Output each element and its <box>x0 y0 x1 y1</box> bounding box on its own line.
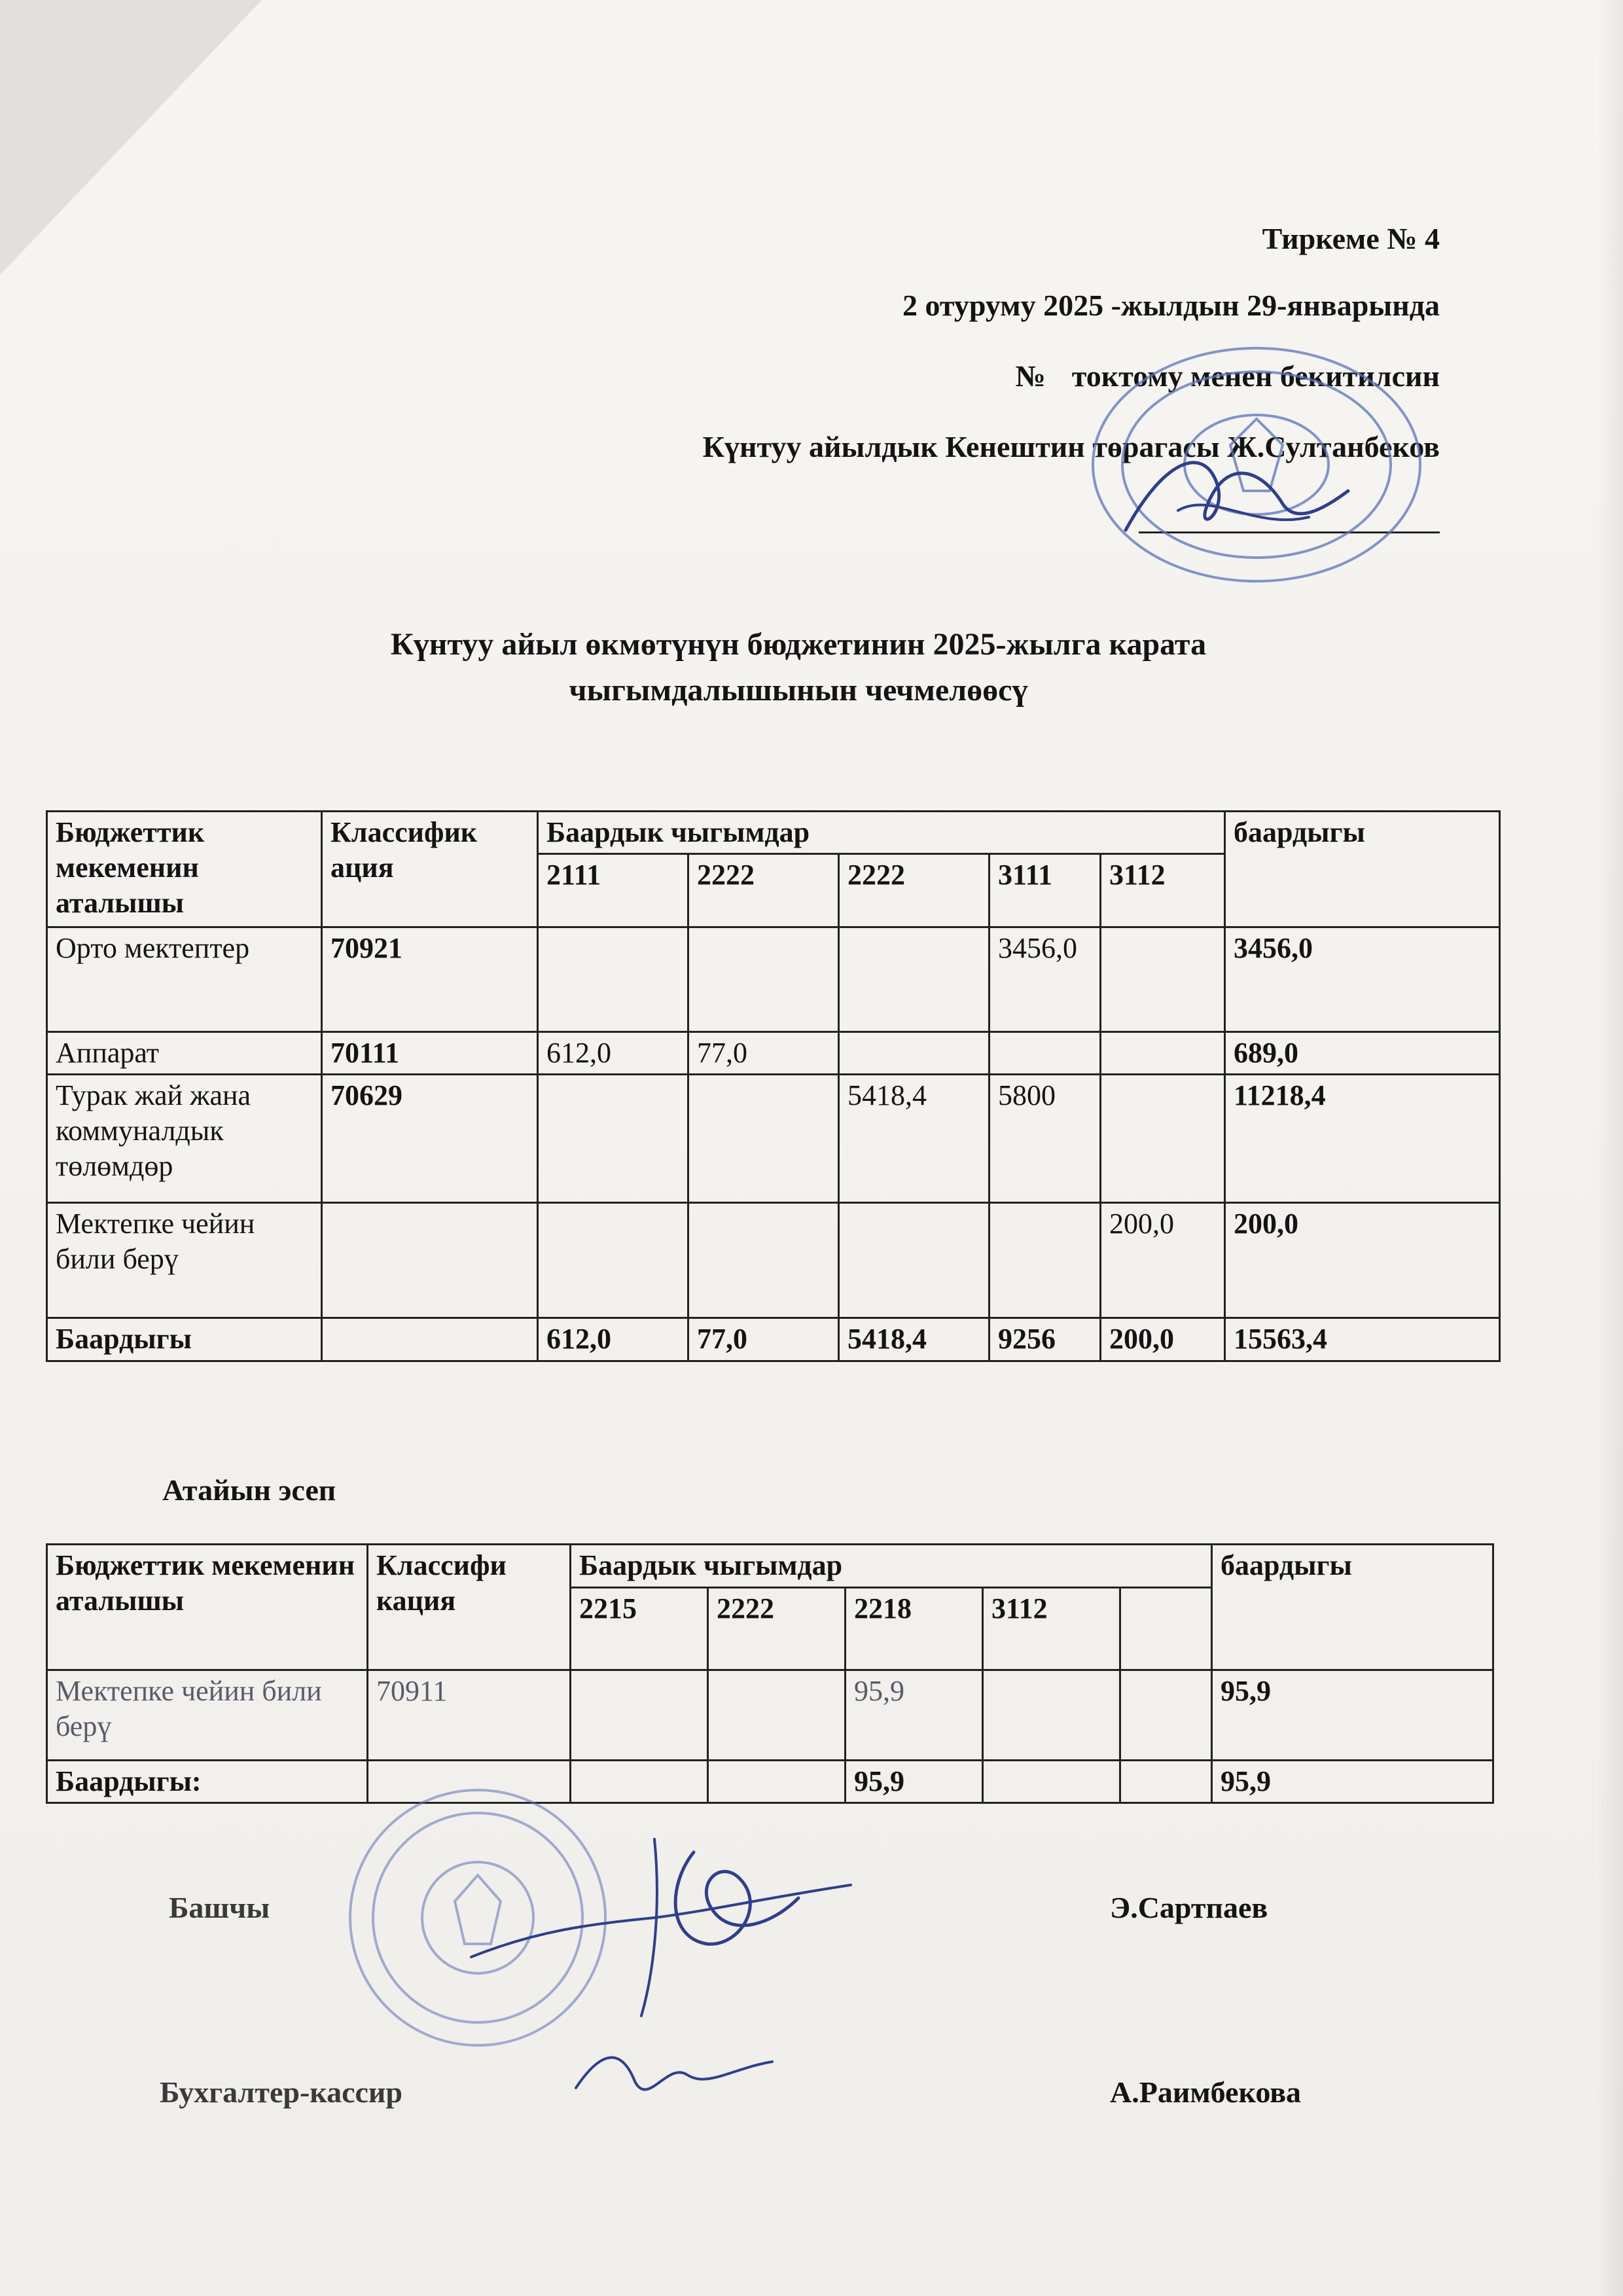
cell-value: 9256 <box>990 1318 1101 1361</box>
cell-value: 200,0 <box>1101 1203 1225 1318</box>
header-total: баардыгы <box>1225 812 1500 927</box>
cell-name: Баардыгы <box>47 1318 322 1361</box>
cell-value: 3456,0 <box>990 927 1101 1032</box>
document-title-line-1: Күнтуу айыл өкмөтүнүн бюджетинин 2025-жылга карата <box>390 627 1207 662</box>
cell-value: 77,0 <box>688 1318 839 1361</box>
cell-value <box>983 1761 1120 1803</box>
cell-total: 200,0 <box>1225 1203 1500 1318</box>
cell-value <box>1101 1075 1225 1203</box>
folded-corner <box>0 0 262 275</box>
cell-value: 200,0 <box>1101 1318 1225 1361</box>
cell-value <box>708 1761 846 1803</box>
document-title-line-2: чыгымдалышынын чечмелөөсү <box>569 673 1028 708</box>
header-institution-name: Бюджеттик мекеменин аталышы <box>47 812 322 927</box>
head-name: Э.Сартпаев <box>1110 1891 1268 1924</box>
cell-total: 15563,4 <box>1225 1318 1500 1361</box>
head-signature <box>458 1826 864 2022</box>
header-code: 2111 <box>538 854 688 927</box>
header-code: 2222 <box>688 854 839 927</box>
cell-value <box>1101 927 1225 1032</box>
cell-value: 95,9 <box>846 1670 983 1761</box>
header-classification: Классифи кация <box>368 1545 571 1670</box>
chair-signature <box>1113 432 1361 563</box>
cell-name: Орто мектептер <box>47 927 322 1032</box>
table-row <box>47 1032 1500 1075</box>
cell-value <box>538 927 688 1032</box>
table-row <box>47 927 1500 1032</box>
cell-value <box>983 1670 1120 1761</box>
table-row <box>47 1203 1500 1318</box>
cell-value: 5418,4 <box>839 1075 990 1203</box>
cell-value: 5800 <box>990 1075 1101 1203</box>
cell-class: 70111 <box>322 1032 538 1075</box>
header-code: 3112 <box>1101 854 1225 927</box>
header-code: 2218 <box>846 1588 983 1670</box>
decree-approval-text: токтому менен бекитилсин <box>1071 359 1440 393</box>
cell-value <box>688 1203 839 1318</box>
cell-name: Баардыгы: <box>47 1761 368 1803</box>
header-total-expenses: Баардык чыгымдар <box>538 812 1225 854</box>
session-date: 2 отуруму 2025 -жылдын 29-январында <box>902 289 1440 322</box>
header-code <box>1120 1588 1212 1670</box>
cell-value <box>1101 1032 1225 1075</box>
cell-name: Мектепке чейин били берү <box>47 1203 322 1318</box>
accountant-name: А.Раимбекова <box>1110 2075 1302 2109</box>
cell-name: Мектепке чейин били берү <box>47 1670 368 1761</box>
cell-value: 95,9 <box>846 1761 983 1803</box>
cell-value: 612,0 <box>538 1318 688 1361</box>
cell-value <box>688 1075 839 1203</box>
header-classification: Классифик ация <box>322 812 538 927</box>
cell-total: 11218,4 <box>1225 1075 1500 1203</box>
cell-value: 77,0 <box>688 1032 839 1075</box>
cell-value <box>688 927 839 1032</box>
cell-total: 3456,0 <box>1225 927 1500 1032</box>
cell-total: 689,0 <box>1225 1032 1500 1075</box>
table-row <box>47 1075 1500 1203</box>
cell-value <box>538 1203 688 1318</box>
cell-class: 70629 <box>322 1075 538 1203</box>
header-total-expenses: Баардык чыгымдар <box>571 1545 1212 1588</box>
decree-number-sign: № <box>1015 359 1046 393</box>
cell-value <box>571 1670 708 1761</box>
header-code: 3112 <box>983 1588 1120 1670</box>
cell-value <box>1120 1761 1212 1803</box>
accountant-signature <box>563 2022 785 2114</box>
cell-class: 70921 <box>322 927 538 1032</box>
cell-value <box>1120 1670 1212 1761</box>
special-account-heading: Атайын эсеп <box>162 1473 336 1507</box>
header-code: 2222 <box>708 1588 846 1670</box>
page-edge-shadow <box>1597 0 1623 2296</box>
table-row <box>47 1670 1493 1761</box>
special-account-table <box>46 1543 1494 1804</box>
cell-value: 5418,4 <box>839 1318 990 1361</box>
cell-class <box>322 1318 538 1361</box>
cell-total: 95,9 <box>1212 1670 1493 1761</box>
cell-value <box>839 1203 990 1318</box>
cell-class: 70911 <box>368 1670 571 1761</box>
accountant-role-label: Бухгалтер-кассир <box>160 2075 403 2109</box>
budget-expenses-table <box>46 810 1501 1362</box>
annex-number: Тиркеме № 4 <box>1262 222 1440 255</box>
council-chair-line: Күнтуу айылдык Кенештин төрагасы Ж.Султанбеков <box>702 430 1440 463</box>
cell-value <box>990 1203 1101 1318</box>
cell-value <box>839 927 990 1032</box>
header-institution-name: Бюджеттик мекеменин аталышы <box>47 1545 368 1670</box>
cell-value <box>990 1032 1101 1075</box>
header-total: баардыгы <box>1212 1545 1493 1670</box>
cell-name: Турак жай жана коммуналдык төлөмдөр <box>47 1075 322 1203</box>
cell-value <box>708 1670 846 1761</box>
table-total-row <box>47 1761 1493 1803</box>
header-code: 2215 <box>571 1588 708 1670</box>
cell-value: 612,0 <box>538 1032 688 1075</box>
cell-value <box>538 1075 688 1203</box>
table-total-row <box>47 1318 1500 1361</box>
head-role-label: Башчы <box>169 1891 270 1924</box>
cell-value <box>839 1032 990 1075</box>
cell-name: Аппарат <box>47 1032 322 1075</box>
cell-total: 95,9 <box>1212 1761 1493 1803</box>
header-code: 3111 <box>990 854 1101 927</box>
cell-class <box>322 1203 538 1318</box>
header-code: 2222 <box>839 854 990 927</box>
